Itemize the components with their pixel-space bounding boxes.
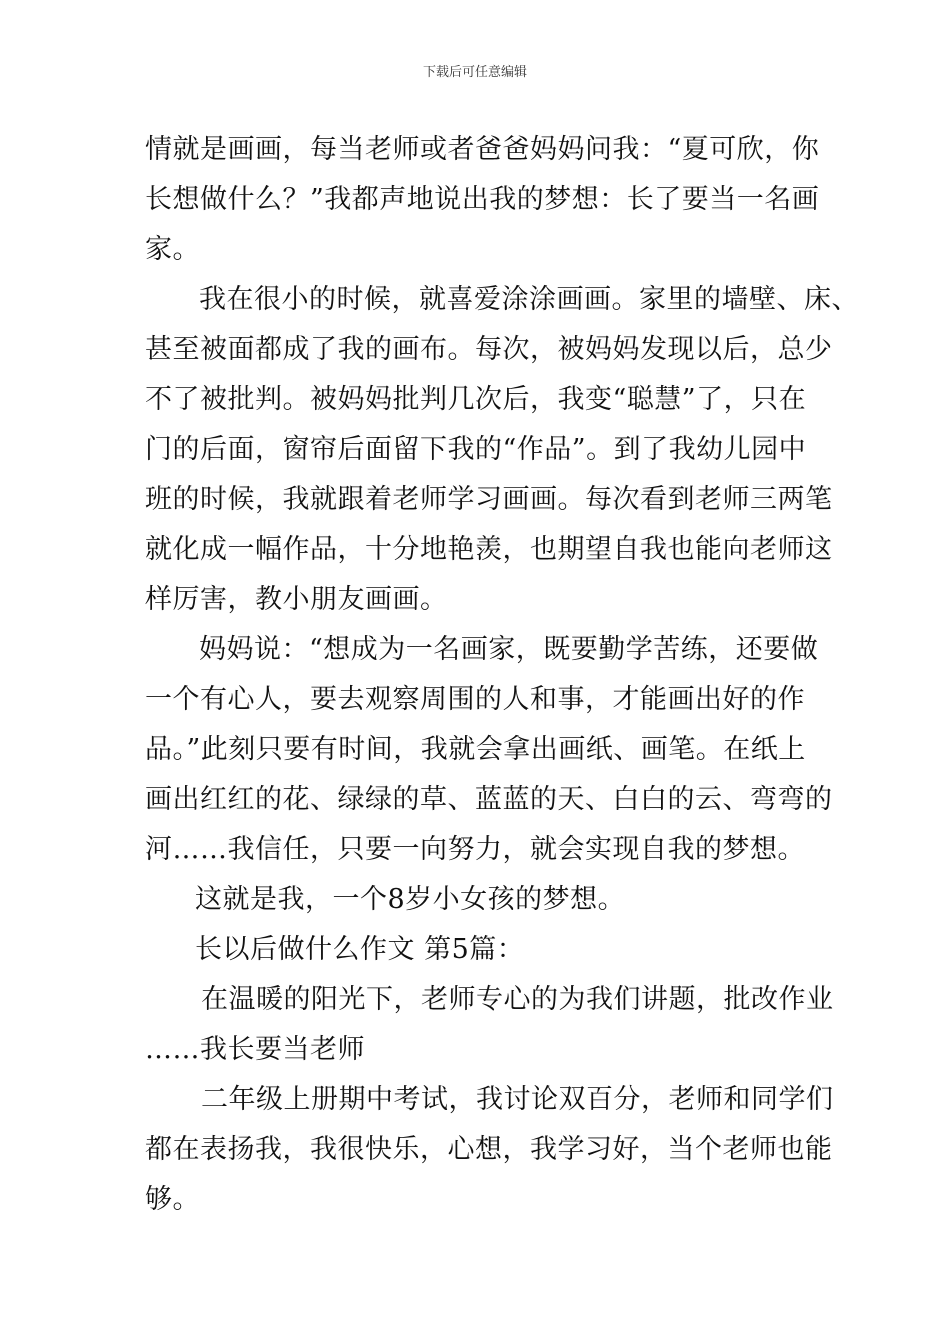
- text-line: 画出红红的花、绿绿的草、蓝蓝的天、白白的云、弯弯的: [145, 784, 833, 815]
- paragraph-start: 我在很小的时候，就喜爱涂涂画画。家里的墙壁、床、: [199, 284, 859, 315]
- text-line: 样厉害，教小朋友画画。: [145, 584, 448, 615]
- text-line: ……我长要当老师: [145, 1034, 365, 1065]
- paragraph-start: 这就是我，一个8岁小女孩的梦想。: [195, 884, 626, 915]
- text-line: 就化成一幅作品，十分地艳羡，也期望自我也能向老师这: [145, 534, 833, 565]
- paragraph-start: 在温暖的阳光下，老师专心的为我们讲题，批改作业: [201, 984, 834, 1015]
- document-body: [145, 125, 859, 1225]
- text-line: 不了被批判。被妈妈批判几次后，我变“聪慧”了，只在: [145, 384, 807, 415]
- text-line: 情就是画画，每当老师或者爸爸妈妈问我：“夏可欣，你: [145, 134, 820, 165]
- text-line: 一个有心人，要去观察周围的人和事，才能画出好的作: [145, 684, 805, 715]
- text-line: 甚至被面都成了我的画布。每次，被妈妈发现以后，总少: [145, 334, 833, 365]
- section-heading: 长以后做什么作文 第5篇：: [195, 934, 525, 965]
- text-line: 门的后面，窗帘后面留下我的“作品”。到了我幼儿园中: [145, 434, 807, 465]
- text-line: 够。: [145, 1184, 200, 1215]
- text-line: 品。”此刻只要有时间，我就会拿出画纸、画笔。在纸上: [145, 734, 806, 765]
- paragraph-start: 妈妈说：“想成为一名画家，既要勤学苦练，还要做: [199, 634, 819, 665]
- text-line: 河……我信任，只要一向努力，就会实现自我的梦想。: [145, 834, 805, 865]
- text-line: 家。: [145, 234, 200, 265]
- text-line: 长想做什么？”我都声地说出我的梦想：长了要当一名画: [145, 184, 820, 215]
- page-header: 下载后可任意编辑: [422, 65, 527, 80]
- text-line: 班的时候，我就跟着老师学习画画。每次看到老师三两笔: [145, 484, 833, 515]
- text-line: 都在表扬我，我很快乐，心想，我学习好，当个老师也能: [145, 1134, 833, 1165]
- paragraph-start: 二年级上册期中考试，我讨论双百分，老师和同学们: [201, 1084, 834, 1115]
